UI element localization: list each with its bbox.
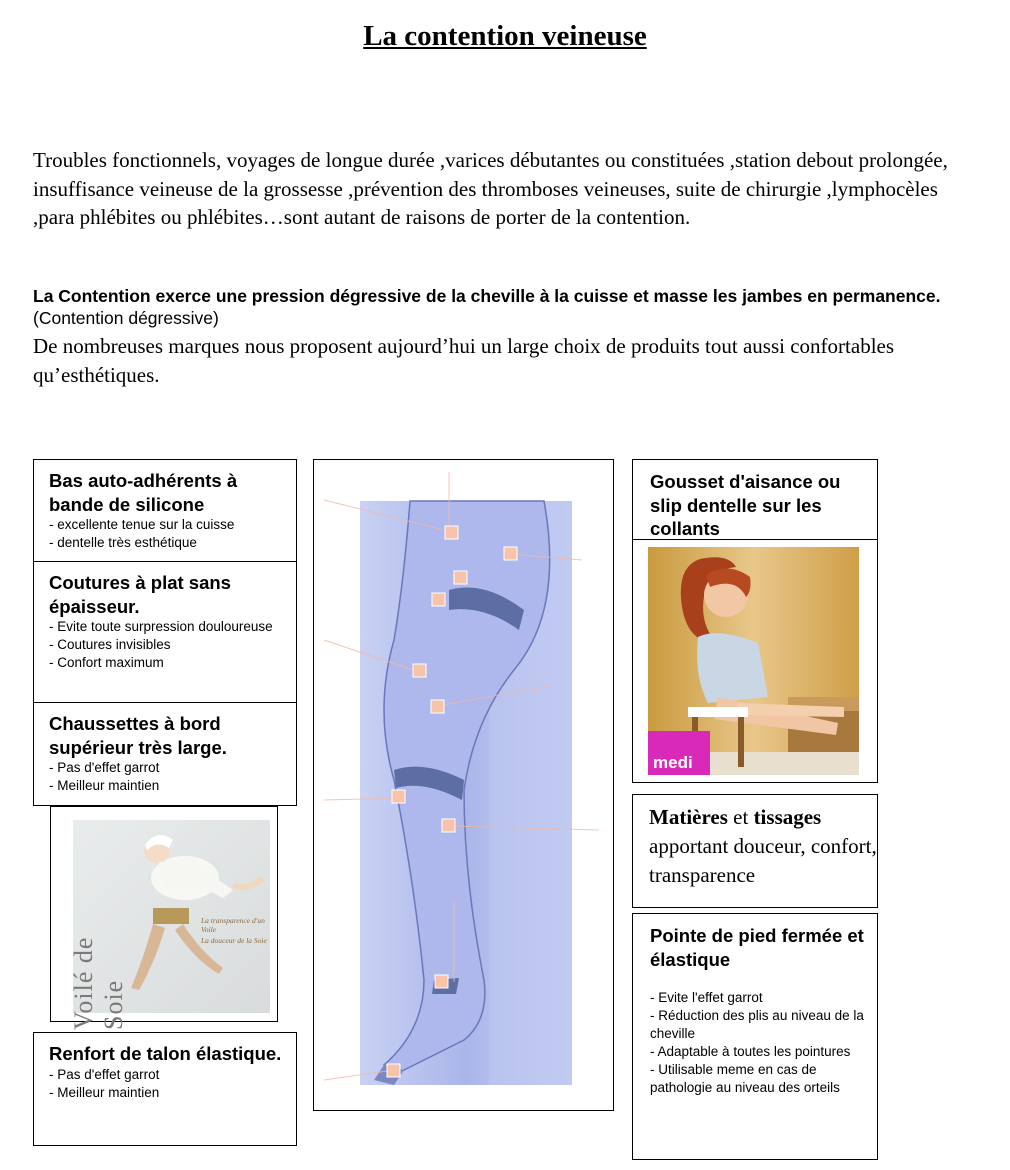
box-item: - Coutures invisibles [49,637,171,652]
medi-logo: medi [648,731,710,775]
tissages-bold: tissages [753,805,822,829]
box-bas-auto-adherents [33,459,297,563]
box-title: Chaussettes à bord supérieur très large. [49,713,227,758]
voile-de-soie-photo [50,806,278,1030]
box-item: - Evite toute surpression douloureuse [49,619,273,634]
box-item: - Réduction des plis au niveau de la cheville [650,1008,864,1041]
box-pointe-de-pied [632,913,878,1160]
stocking-illustration [314,460,612,1109]
box-gousset [632,459,878,540]
box-title: Pointe de pied fermée et élastique [650,925,864,970]
box-item: - Confort maximum [49,655,164,670]
voile-tagline-1: La transparence d'un Voile [201,916,265,934]
box-title: Bas auto-adhérents à bande de silicone [49,470,238,515]
box-item: - Pas d'effet garrot [49,760,160,775]
brands-paragraph: De nombreuses marques nous proposent aujourd’hui un large choix de produits tout aussi confortables qu’esthétiques. [33,334,895,387]
box-item: - Adaptable à toutes les pointures [650,1044,851,1059]
voile-tagline-2: La douceur de la Soie [201,936,267,945]
matieres-rest: apportant douceur, confort, transparence [649,834,877,887]
pressure-paragraph [33,285,973,329]
intro-paragraph: Troubles fonctionnels, voyages de longue durée ,varices débutantes ou constituées ,station debout prolongée, insuffisance veineuse de la grossesse ,prévention des thromboses veineuses, suite de chirurgie ,lymphocèles ,para phlébites ou phlébites…sont autant de raisons de porter de la contention. [33,148,948,229]
box-coutures [33,561,297,703]
stocking-diagram [313,459,614,1111]
box-item: - excellente tenue sur la cuisse [49,517,235,532]
pressure-bold: La Contention exerce une pression dégressive de la cheville à la cuisse et masse les jambes en permanence. [33,286,941,306]
box-item: - Utilisable meme en cas de pathologie au niveau des orteils [650,1062,840,1095]
box-item: - Pas d'effet garrot [49,1066,160,1082]
box-item: - Meilleur maintien [49,1084,160,1100]
pressure-normal: (Contention dégressive) [33,308,219,328]
box-renfort-talon [33,1032,297,1146]
medi-photo [632,539,878,783]
voile-brand-text: Voilé de Soie [69,936,128,1030]
box-title: Renfort de talon élastique. [49,1043,282,1064]
box-title: Coutures à plat sans épaisseur. [49,572,231,617]
matieres-bold: Matières [649,805,728,829]
box-item: - Meilleur maintien [49,778,160,793]
box-matieres [632,794,878,908]
matieres-mid: et [727,805,754,829]
box-item: - dentelle très esthétique [49,535,197,550]
box-item: - Evite l'effet garrot [650,990,763,1005]
box-title: Gousset d'aisance ou slip dentelle sur les collants [650,471,841,539]
box-chaussettes [33,702,297,806]
page-title: La contention veineuse [363,20,647,52]
